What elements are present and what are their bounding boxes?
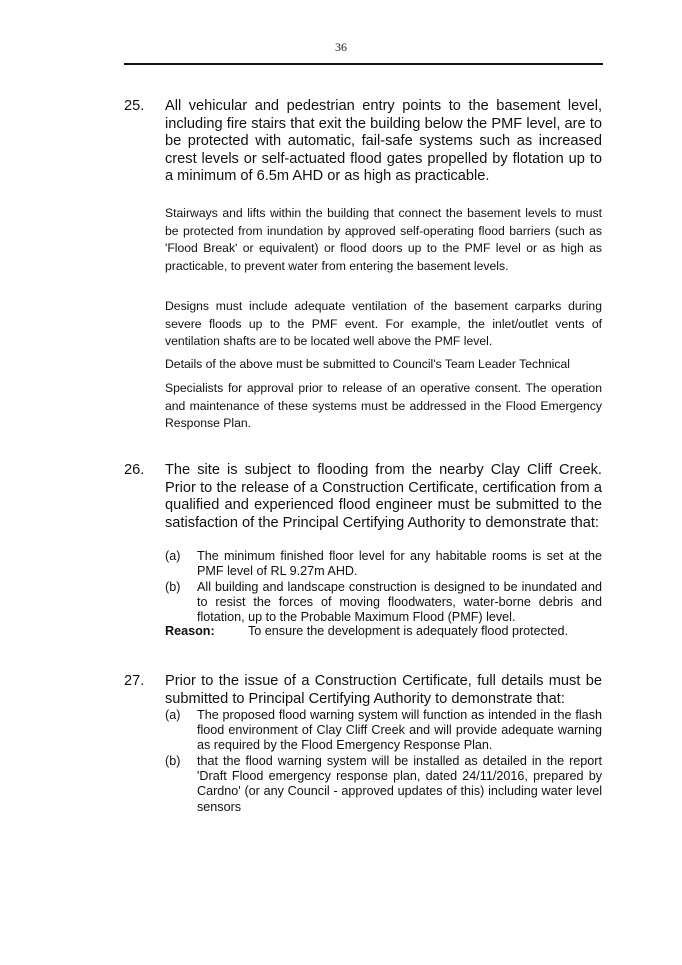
condition-number: 25. [124,98,145,114]
condition-27 [124,673,602,708]
condition-27-item-b [165,754,602,815]
item-text: All building and landscape construction is designed to be inundated and to resist the forces of moving floodwaters, water-borne debris and flotation, up to the Probable Maximum Flood (PMF) level. [197,580,602,625]
item-label: (b) [165,754,181,768]
condition-text: Prior to the issue of a Construction Certificate, full details must be submitted to Principal Certifying Authority to demonstrate that: [165,673,602,707]
condition-number: 26. [124,462,145,478]
item-text: The minimum finished floor level for any habitable rooms is set at the PMF level of RL 9.27m AHD. [197,549,602,579]
page-number: 36 [335,40,347,54]
paragraph-details: Details of the above must be submitted to Council's Team Leader Technical [165,357,570,371]
reason-label: Reason: [165,624,215,638]
item-label: (b) [165,580,181,594]
condition-27-item-a [165,708,602,754]
condition-text: The site is subject to flooding from the nearby Clay Cliff Creek. Prior to the release of a Construction Certificate, certification from a qualified and experienced flood engineer must be submitted to the satisfaction of the Principal Certifying Authority to demonstrate that: [165,462,602,531]
condition-26-item-a [165,549,602,579]
header-rule [124,63,603,65]
reason-text: To ensure the development is adequately flood protected. [248,624,568,638]
item-label: (a) [165,708,181,722]
item-label: (a) [165,549,181,563]
item-text: that the flood warning system will be installed as detailed in the report 'Draft Flood emergency response plan, dated 24/11/2016, prepared by Cardno' (or any Council - approved updates of this) including water level sensors [197,754,602,814]
condition-text: All vehicular and pedestrian entry points to the basement level, including fire stairs that exit the building below the PMF level, are to be protected with automatic, fail-safe systems such as increased crest levels or self-actuated flood gates propelled by flotation up to a minimum of 6.5m AHD or as high as practicable. [165,98,602,184]
condition-26 [124,462,602,532]
paragraph-specialists: Specialists for approval prior to release of an operative consent. The operation and maintenance of these systems must be addressed in the Flood Emergency Response Plan. [165,381,602,430]
paragraph-stairways: Stairways and lifts within the building that connect the basement levels to must be protected from inundation by approved self-operating flood barriers (such as 'Flood Break' or equivalent) or flood doors up to the PMF level or as high as practicable, to prevent water from entering the basement levels. [165,206,602,273]
item-text: The proposed flood warning system will function as intended in the flash flood environment of Clay Cliff Creek and will provide adequate warning as required by the Flood Emergency Response Plan. [197,708,602,753]
paragraph-ventilation: Designs must include adequate ventilation of the basement carparks during severe floods up to the PMF event. For example, the inlet/outlet vents of ventilation shafts are to be located well above the PMF level. [165,299,602,348]
condition-number: 27. [124,673,145,689]
condition-26-item-b [165,580,602,626]
condition-25 [124,98,602,186]
